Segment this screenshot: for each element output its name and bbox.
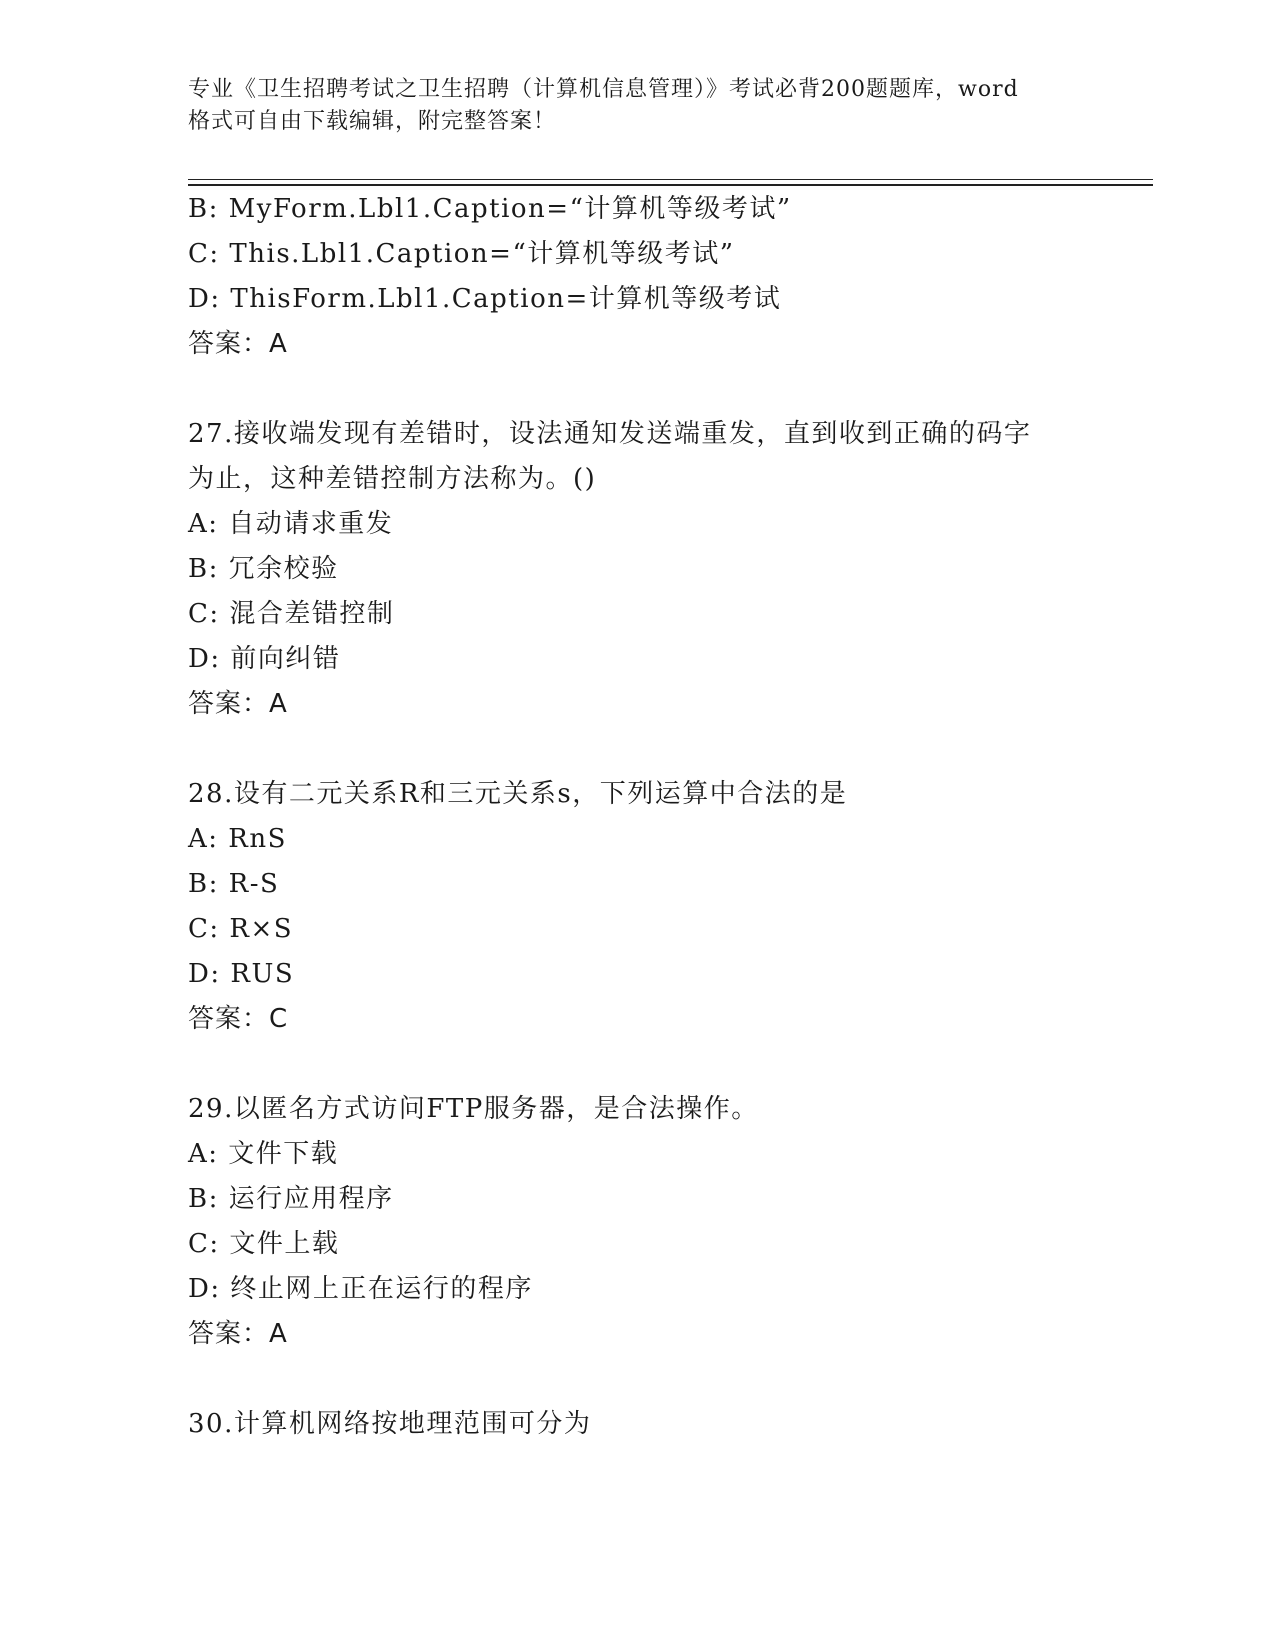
q27-option-a: A: 自动请求重发	[188, 509, 394, 539]
q28-option-d: D: RUS	[188, 959, 295, 989]
q28-option-a: A: RnS	[188, 824, 287, 854]
q29-stem: 29.以匿名方式访问FTP服务器，是合法操作。	[188, 1094, 759, 1124]
q28-stem: 28.设有二元关系R和三元关系s，下列运算中合法的是	[188, 779, 848, 809]
q27-option-b: B: 冗余校验	[188, 554, 339, 584]
q29-option-a: A: 文件下载	[188, 1139, 339, 1169]
q29-option-b: B: 运行应用程序	[188, 1184, 394, 1214]
header-divider-thick	[188, 184, 1153, 186]
q26-answer: 答案：A	[188, 329, 288, 359]
q26-option-c: C: This.Lbl1.Caption=“计算机等级考试”	[188, 239, 735, 269]
q26-option-d: D: ThisForm.Lbl1.Caption=计算机等级考试	[188, 284, 782, 314]
q29-answer: 答案：A	[188, 1319, 288, 1349]
header-divider-thin	[188, 179, 1153, 180]
q30-stem: 30.计算机网络按地理范围可分为	[188, 1409, 592, 1439]
q27-option-d: D: 前向纠错	[188, 644, 341, 674]
q27-stem-line-2: 为止，这种差错控制方法称为。()	[188, 464, 597, 494]
q26-option-b: B: MyForm.Lbl1.Caption=“计算机等级考试”	[188, 194, 792, 224]
q27-answer: 答案：A	[188, 689, 288, 719]
q29-option-d: D: 终止网上正在运行的程序	[188, 1274, 533, 1304]
q28-option-b: B: R-S	[188, 869, 280, 899]
q29-option-c: C: 文件上载	[188, 1229, 340, 1259]
q28-option-c: C: R×S	[188, 914, 294, 944]
q27-option-c: C: 混合差错控制	[188, 599, 395, 629]
q28-answer: 答案：C	[188, 1004, 289, 1034]
header-line-2: 格式可自由下载编辑，附完整答案！	[188, 109, 557, 134]
header-line-1: 专业《卫生招聘考试之卫生招聘（计算机信息管理）》考试必背200题题库，word	[188, 77, 1019, 102]
document-header	[188, 74, 1088, 138]
q27-stem-line-1: 27.接收端发现有差错时，设法通知发送端重发，直到收到正确的码字	[188, 419, 1032, 449]
